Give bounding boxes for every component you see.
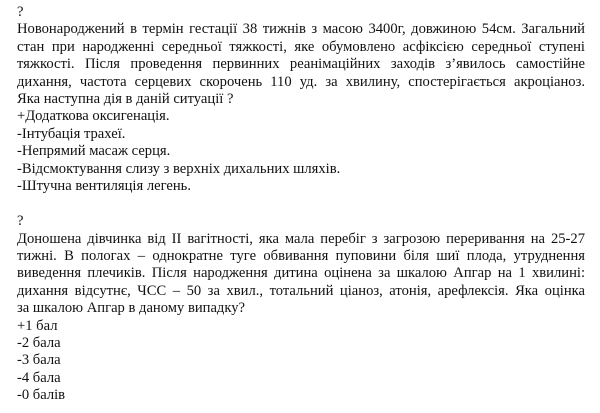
blank-line	[17, 195, 585, 213]
question-marker: ?	[17, 213, 24, 230]
question-stem-line: Яка наступна дія в даній ситуації ?	[17, 90, 234, 107]
question-stem-line: тяжкості. Після проведення первинних реанімаційних заходів з’явилось самостійне	[17, 56, 585, 73]
question-stem-line: за шкалою Апгар в даному випадку?	[17, 300, 246, 317]
answer-option: -0 балів	[17, 387, 66, 404]
answer-option: -2 бала	[17, 335, 61, 352]
question-2	[17, 213, 585, 404]
question-stem-line: стан при народженні середньої тяжкості, яке обумовлено асфіксією середньої ступені	[17, 38, 585, 55]
document-page	[17, 0, 585, 405]
question-stem-line: Доношена дівчинка від II вагітності, яка мала перебіг з загрозою переривання на 25-27	[17, 230, 585, 247]
answer-option: -4 бала	[17, 369, 61, 386]
answer-option-correct: +1 бал	[17, 317, 58, 334]
question-stem-line: Новонароджений в термін гестації 38 тижнів з масою 3400г, довжиною 54см. Загальний	[17, 21, 585, 38]
question-1	[17, 4, 585, 195]
answer-option-correct: +Додаткова оксигенація.	[17, 108, 170, 125]
answer-option: -Відсмоктування слизу з верхніх дихальних шляхів.	[17, 160, 341, 177]
question-stem-line: дихання відсутнє, ЧСС – 50 за хвил., тотальний ціаноз, атонія, арефлексія. Яка оцінка	[17, 282, 585, 299]
answer-option: -Інтубація трахеї.	[17, 125, 126, 142]
question-stem-line: дихання, частота серцевих скорочень 110 уд. за хвилину, спостерігається акроціаноз.	[17, 73, 585, 90]
question-stem-line: тижні. В пологах – однократне туге обвивання пуповини біля шиї плода, утруднення	[17, 248, 585, 265]
answer-option: -Штучна вентиляція легень.	[17, 177, 191, 194]
answer-option: -3 бала	[17, 352, 61, 369]
answer-option: -Непрямий масаж серця.	[17, 143, 171, 160]
question-marker: ?	[17, 4, 24, 20]
question-stem-line: виведення плечиків. Після народження дитина оцінена за шкалою Апгар на 1 хвилині:	[17, 265, 585, 282]
